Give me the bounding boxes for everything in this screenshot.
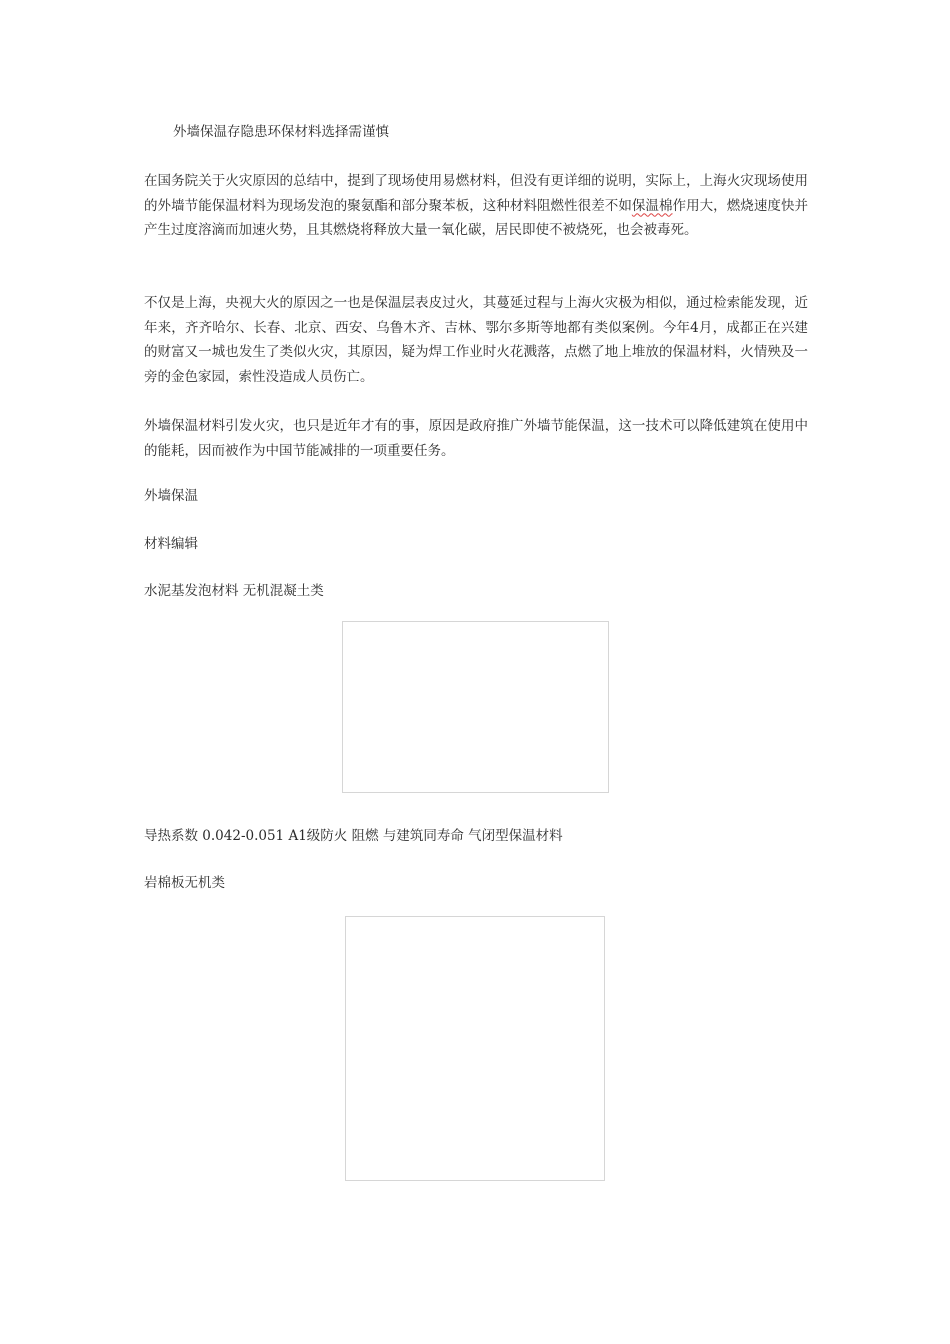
paragraph-policy: 外墙保温材料引发火灾，也只是近年才有的事，原因是政府推广外墙节能保温，这一技术可以降低建筑在使用中的能耗，因而被作为中国节能减排的一项重要任务。 <box>144 418 808 459</box>
paragraph-text: 在国务院关于火灾原因的总结中，提到了现场使用易燃材料，但没有更详细的说明，实际上，上海火灾现场使用的外墙节能保温材料为现场发泡的聚氨酯和部分聚苯板，这种材料阻燃性很差不如 <box>144 173 808 214</box>
image-placeholder-rock-wool <box>345 916 605 1181</box>
document-title: 外墙保温存隐患环保材料选择需谨慎 <box>173 124 389 140</box>
paragraph-fire-cause <box>144 169 808 243</box>
paragraph-similar-cases: 不仅是上海，央视大火的原因之一也是保温层表皮过火，其蔓延过程与上海火灾极为相似，通过检索能发现，近年来，齐齐哈尔、长春、北京、西安、乌鲁木齐、吉林、鄂尔多斯等地都有类似案例。今年4月，成都正在兴建的财富又一城也发生了类似火灾，其原因，疑为焊工作业时火花溅落，点燃了地上堆放的保温材料，火情殃及一旁的金色家园，索性没造成人员伤亡。 <box>144 295 808 385</box>
material-rock-wool: 岩棉板无机类 <box>144 875 225 891</box>
section-heading-exterior-insulation: 外墙保温 <box>144 488 198 504</box>
paragraph-text: 作用大，燃烧速度快并产生过度溶滴而加速火势，且其燃烧将释放大量一氧化碳，居民即使不被烧死，也会被毒死。 <box>144 197 808 238</box>
spellcheck-marked-word[interactable]: 保温棉 <box>631 197 673 214</box>
material-properties: 导热系数 0.042-0.051 A1级防火 阻燃 与建筑同寿命 气闭型保温材料 <box>144 828 563 844</box>
material-cement-foam: 水泥基发泡材料 无机混凝土类 <box>144 583 324 599</box>
section-heading-materials: 材料编辑 <box>144 536 198 552</box>
image-placeholder-cement-foam <box>342 621 609 793</box>
